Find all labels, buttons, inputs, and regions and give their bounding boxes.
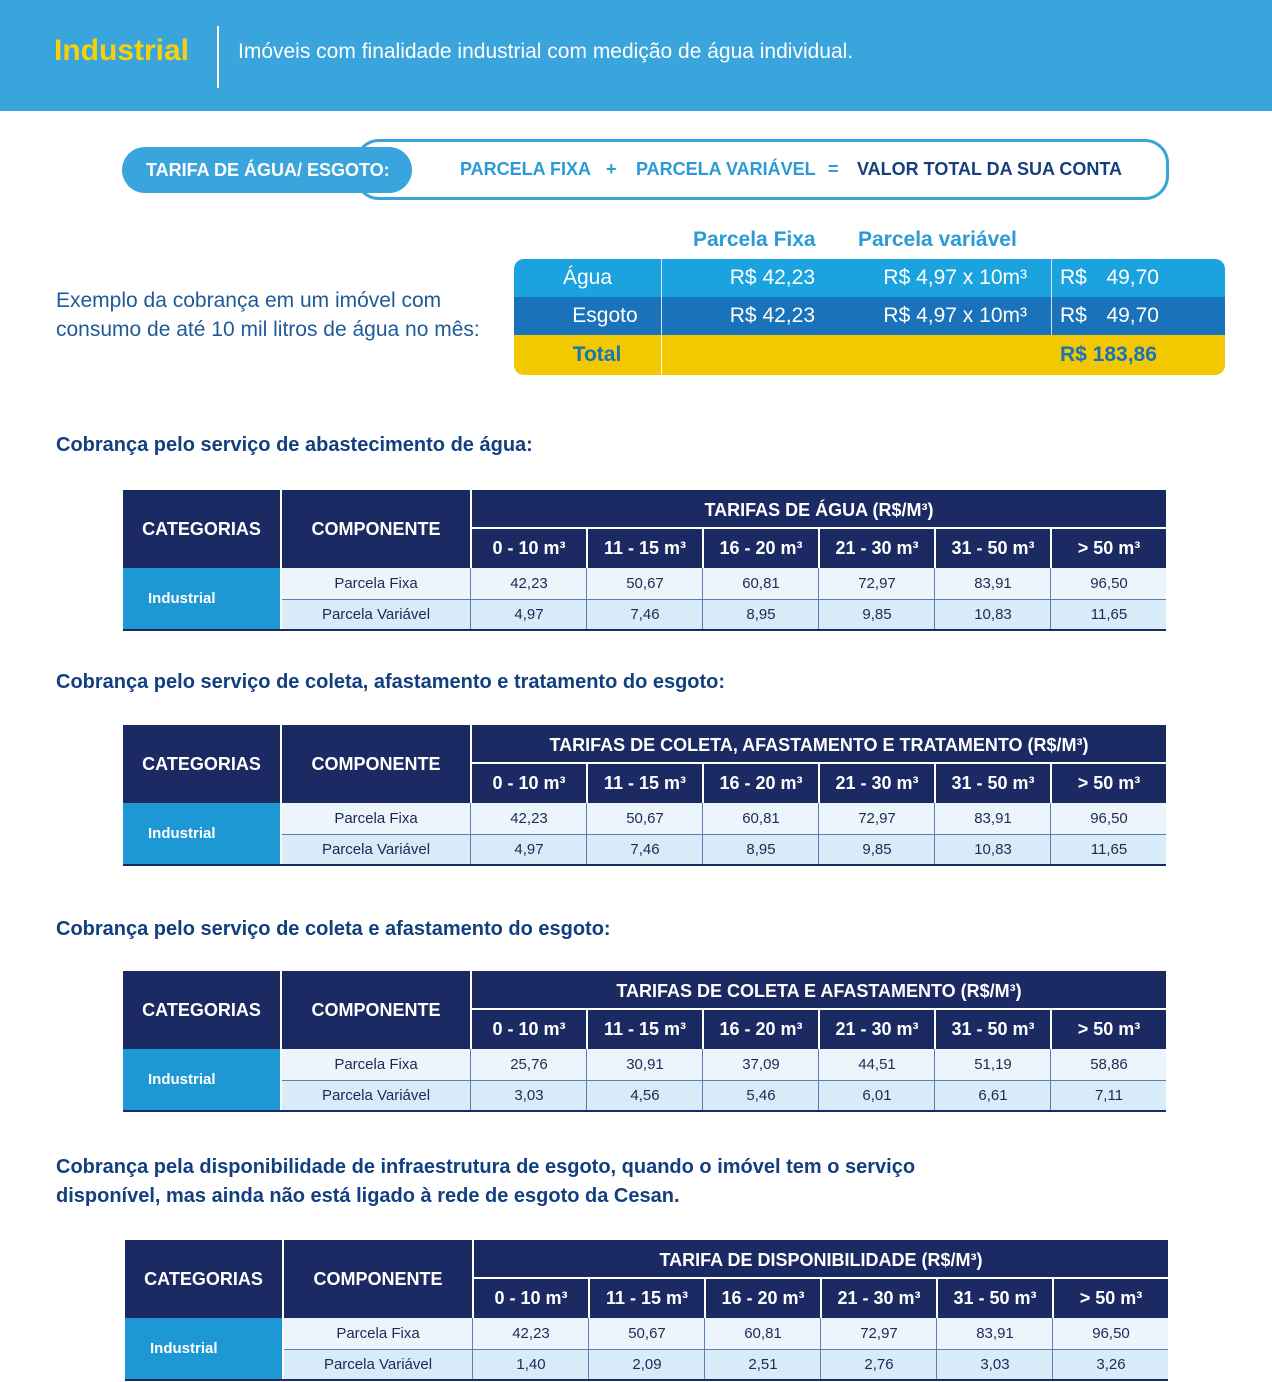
value-cell: 7,46 <box>630 841 660 858</box>
example-row-total <box>514 335 1225 375</box>
col-categories: CATEGORIAS <box>142 754 261 774</box>
section-title: Cobrança pelo serviço de abastecimento de água: <box>56 434 533 456</box>
col-divider <box>1050 803 1051 865</box>
value-cell: 3,26 <box>1096 1356 1126 1373</box>
example-divider <box>1051 297 1052 335</box>
example-row-label: Esgoto <box>572 304 638 327</box>
formula-variable: PARCELA VARIÁVEL <box>636 159 816 179</box>
row-divider <box>282 599 1166 600</box>
col-divider <box>818 1049 819 1111</box>
component-label: Parcela Fixa <box>334 810 418 827</box>
value-cell: 7,11 <box>1094 1087 1124 1104</box>
table-title: TARIFAS DE COLETA E AFASTAMENTO (R$/M³) <box>616 981 1022 1001</box>
col-component: COMPONENTE <box>311 1000 441 1020</box>
table-title: TARIFAS DE ÁGUA (R$/M³) <box>704 500 934 520</box>
value-cell: 10,83 <box>974 606 1012 623</box>
component-label: Parcela Fixa <box>334 1056 418 1073</box>
col-divider <box>1050 1049 1051 1111</box>
range-header: 0 - 10 m³ <box>492 773 566 793</box>
value-cell: 25,76 <box>510 1056 548 1073</box>
table-body <box>123 803 1166 865</box>
value-cell: 72,97 <box>858 575 896 592</box>
col-divider <box>934 1049 935 1111</box>
value-cell: 50,67 <box>628 1325 666 1342</box>
col-divider <box>934 803 935 865</box>
table-row <box>282 834 1166 865</box>
value-cell: 96,50 <box>1090 575 1128 592</box>
formula-total: VALOR TOTAL DA SUA CONTA <box>857 159 1122 179</box>
col-divider <box>702 1049 703 1111</box>
range-header: > 50 m³ <box>1077 538 1141 558</box>
example-variable-value: R$ 4,97 x 10m³ <box>883 304 1027 327</box>
example-row-label: Água <box>562 266 613 289</box>
formula-label: TARIFA DE ÁGUA/ ESGOTO: <box>122 147 412 193</box>
example-col-variable: Parcela variável <box>858 228 1017 251</box>
component-label: Parcela Variável <box>321 1087 431 1104</box>
example-total-label: Total <box>572 343 622 366</box>
value-cell: 9,85 <box>862 841 892 858</box>
value-cell: 6,61 <box>978 1087 1008 1104</box>
row-divider <box>282 1080 1166 1081</box>
value-cell: 5,46 <box>746 1087 776 1104</box>
col-categories: CATEGORIAS <box>144 1269 263 1289</box>
value-cell: 42,23 <box>512 1325 550 1342</box>
range-header: 21 - 30 m³ <box>835 1019 919 1039</box>
col-divider <box>936 1318 937 1380</box>
table-row <box>282 1049 1166 1080</box>
col-divider <box>818 568 819 630</box>
col-component: COMPONENTE <box>313 1269 443 1289</box>
category-cell: Industrial <box>123 1049 280 1111</box>
range-header: 11 - 15 m³ <box>603 773 687 793</box>
value-cell: 9,85 <box>862 606 892 623</box>
section-title: Cobrança pelo serviço de coleta, afastamento e tratamento do esgoto: <box>56 671 726 693</box>
example-grand-total: R$ 183,86 <box>1060 343 1157 366</box>
section-title <box>56 1153 915 1211</box>
col-divider <box>820 1318 821 1380</box>
value-cell: 51,19 <box>974 1056 1012 1073</box>
table-row <box>282 1080 1166 1111</box>
value-cell: 8,95 <box>746 606 776 623</box>
value-cell: 83,91 <box>974 575 1012 592</box>
formula-equals: = <box>828 159 839 179</box>
range-header: 16 - 20 m³ <box>719 773 803 793</box>
col-categories: CATEGORIAS <box>142 1000 261 1020</box>
range-header: 16 - 20 m³ <box>721 1288 805 1308</box>
table-bottom-border <box>125 1379 1168 1381</box>
col-categories: CATEGORIAS <box>142 519 261 539</box>
example-fixed-value: R$ 42,23 <box>729 266 815 289</box>
range-header: > 50 m³ <box>1077 1019 1141 1039</box>
formula-fixed: PARCELA FIXA <box>460 159 592 179</box>
col-divider <box>470 1049 471 1111</box>
value-cell: 50,67 <box>626 810 664 827</box>
value-cell: 72,97 <box>860 1325 898 1342</box>
example-divider <box>661 335 662 375</box>
table-row <box>282 803 1166 834</box>
table-row <box>284 1318 1168 1349</box>
value-cell: 60,81 <box>744 1325 782 1342</box>
col-divider <box>818 803 819 865</box>
example-text-line1: Exemplo da cobrança em um imóvel com <box>56 289 442 312</box>
component-label: Parcela Variável <box>321 606 431 623</box>
value-cell: 2,09 <box>632 1356 662 1373</box>
table-body <box>123 1049 1166 1111</box>
example-currency: R$ <box>1060 266 1087 289</box>
range-header: 16 - 20 m³ <box>719 538 803 558</box>
table-title: TARIFAS DE COLETA, AFASTAMENTO E TRATAMENTO (R$/M³) <box>549 735 1089 755</box>
range-header: 31 - 50 m³ <box>951 773 1035 793</box>
col-divider <box>702 803 703 865</box>
header-divider <box>217 26 219 88</box>
table-title: TARIFA DE DISPONIBILIDADE (R$/M³) <box>659 1250 983 1270</box>
range-header: 21 - 30 m³ <box>835 538 919 558</box>
table-row <box>282 568 1166 599</box>
range-header: 31 - 50 m³ <box>953 1288 1037 1308</box>
range-header: 11 - 15 m³ <box>603 1019 687 1039</box>
col-divider <box>588 1318 589 1380</box>
component-label: Parcela Fixa <box>336 1325 420 1342</box>
value-cell: 50,67 <box>626 575 664 592</box>
col-divider <box>470 803 471 865</box>
col-divider <box>472 1318 473 1380</box>
range-header: 0 - 10 m³ <box>494 1288 568 1308</box>
page-header <box>0 0 1272 111</box>
value-cell: 6,01 <box>862 1087 892 1104</box>
category-cell: Industrial <box>125 1318 282 1380</box>
value-cell: 11,65 <box>1090 606 1128 623</box>
value-cell: 72,97 <box>858 810 896 827</box>
table-bottom-border <box>123 1110 1166 1112</box>
value-cell: 60,81 <box>742 810 780 827</box>
category-description: Imóveis com finalidade industrial com medição de água individual. <box>238 40 854 63</box>
col-divider <box>702 568 703 630</box>
table-row <box>282 599 1166 630</box>
category-cell: Industrial <box>123 803 280 865</box>
formula-plus: + <box>606 159 617 179</box>
section-title-line2: disponível, mas ainda não está ligado à rede de esgoto da Cesan. <box>56 1185 680 1207</box>
component-label: Parcela Variável <box>321 841 431 858</box>
range-header: > 50 m³ <box>1079 1288 1143 1308</box>
col-divider <box>934 568 935 630</box>
component-label: Parcela Fixa <box>334 575 418 592</box>
col-divider <box>1050 568 1051 630</box>
value-cell: 60,81 <box>742 575 780 592</box>
range-header: 11 - 15 m³ <box>603 538 687 558</box>
col-divider <box>1052 1318 1053 1380</box>
value-cell: 83,91 <box>976 1325 1014 1342</box>
value-cell: 2,76 <box>864 1356 894 1373</box>
value-cell: 42,23 <box>510 810 548 827</box>
value-cell: 58,86 <box>1090 1056 1128 1073</box>
value-cell: 4,97 <box>514 606 544 623</box>
section-title-line1: Cobrança pela disponibilidade de infraestrutura de esgoto, quando o imóvel tem o serviço <box>56 1156 916 1178</box>
value-cell: 1,40 <box>516 1356 546 1373</box>
col-divider <box>704 1318 705 1380</box>
range-header: 16 - 20 m³ <box>719 1019 803 1039</box>
value-cell: 44,51 <box>858 1056 896 1073</box>
example-variable-value: R$ 4,97 x 10m³ <box>883 266 1027 289</box>
component-label: Parcela Variável <box>323 1356 433 1373</box>
example-fixed-value: R$ 42,23 <box>729 304 815 327</box>
table-body <box>123 568 1166 630</box>
example-description <box>56 286 480 344</box>
range-header: 21 - 30 m³ <box>835 773 919 793</box>
section-title: Cobrança pelo serviço de coleta e afastamento do esgoto: <box>56 918 611 940</box>
value-cell: 11,65 <box>1090 841 1128 858</box>
col-divider <box>586 568 587 630</box>
range-header: 31 - 50 m³ <box>951 1019 1035 1039</box>
value-cell: 7,46 <box>630 606 660 623</box>
value-cell: 83,91 <box>974 810 1012 827</box>
value-cell: 8,95 <box>746 841 776 858</box>
value-cell: 96,50 <box>1090 810 1128 827</box>
table-bottom-border <box>123 864 1166 866</box>
example-row-agua <box>514 259 1225 297</box>
col-component: COMPONENTE <box>311 519 441 539</box>
range-header: 11 - 15 m³ <box>605 1288 689 1308</box>
category-cell: Industrial <box>123 568 280 630</box>
category-title: Industrial <box>54 34 190 67</box>
range-header: 31 - 50 m³ <box>951 538 1035 558</box>
example-row-esgoto <box>514 297 1225 335</box>
row-divider <box>284 1349 1168 1350</box>
value-cell: 42,23 <box>510 575 548 592</box>
value-cell: 3,03 <box>514 1087 544 1104</box>
range-header: > 50 m³ <box>1077 773 1141 793</box>
example-currency: R$ <box>1060 304 1087 327</box>
example-text-line2: consumo de até 10 mil litros de água no mês: <box>56 318 480 341</box>
range-header: 0 - 10 m³ <box>492 538 566 558</box>
col-divider <box>586 1049 587 1111</box>
range-header: 21 - 30 m³ <box>837 1288 921 1308</box>
example-divider <box>1051 259 1052 297</box>
value-cell: 30,91 <box>626 1056 664 1073</box>
range-header: 0 - 10 m³ <box>492 1019 566 1039</box>
table-body <box>125 1318 1168 1380</box>
col-component: COMPONENTE <box>311 754 441 774</box>
value-cell: 3,03 <box>980 1356 1010 1373</box>
col-divider <box>470 568 471 630</box>
value-cell: 2,51 <box>748 1356 778 1373</box>
example-col-fixed: Parcela Fixa <box>693 228 816 251</box>
row-divider <box>282 834 1166 835</box>
value-cell: 10,83 <box>974 841 1012 858</box>
example-table <box>514 259 1225 375</box>
example-total-value: 49,70 <box>1106 266 1159 289</box>
value-cell: 4,56 <box>630 1087 660 1104</box>
example-total-value: 49,70 <box>1106 304 1159 327</box>
value-cell: 37,09 <box>742 1056 780 1073</box>
value-cell: 96,50 <box>1092 1325 1130 1342</box>
table-row <box>284 1349 1168 1380</box>
table-bottom-border <box>123 629 1166 631</box>
col-divider <box>586 803 587 865</box>
value-cell: 4,97 <box>514 841 544 858</box>
